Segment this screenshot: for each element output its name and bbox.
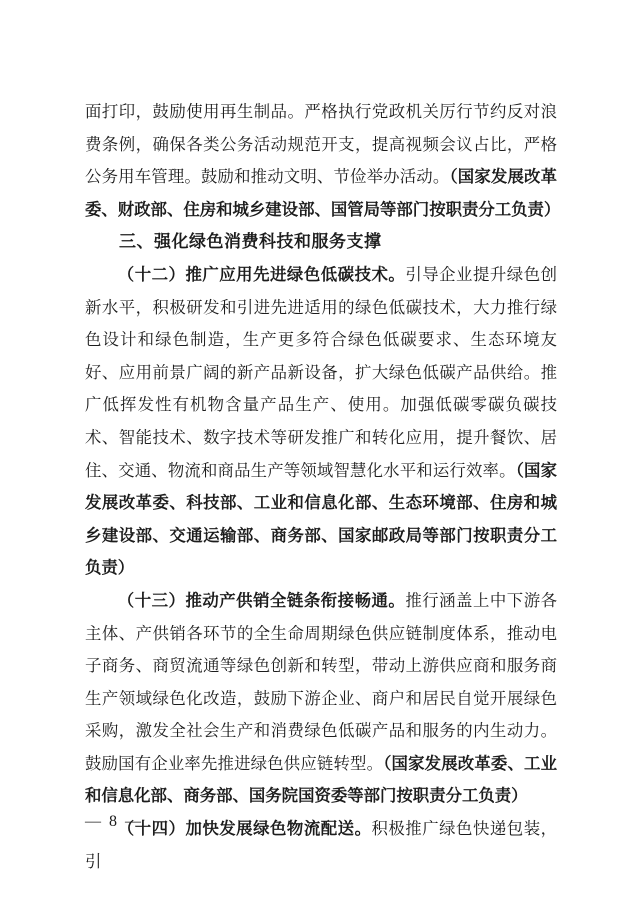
paragraph-item-12: [85, 259, 557, 585]
paragraph-lead-bold: （十三）推动产供销全链条衔接畅通。: [117, 590, 406, 610]
paragraph-lead-bold: （十二）推广应用先进绿色低碳技术。: [117, 264, 406, 284]
department-attribution: （国家发展改革委、科技部、工业和信息化部、生态环境部、住房和城乡建设部、交通运输部、商务部、国家邮政局等部门按职责分工负责）: [85, 460, 557, 578]
department-attribution: （国家发展改革委、财政部、住房和城乡建设部、国管局等部门按职责分工负责）: [85, 167, 561, 219]
paragraph-item-13: [85, 585, 557, 813]
paragraph-body-text: 推行涵盖上中下游各主体、产供销各环节的全生命周期绿色供应链制度体系，推动电子商务、商贸流通等绿色创新和转型，带动上游供应商和服务商生产领域绿色化改造，鼓励下游企业、商户和居民自觉开展绿色采购，激发全社会生产和消费绿色低碳产品和服务的内生动力。鼓励国有企业率先推进绿色供应链转型。: [85, 590, 558, 773]
paragraph-body-text: 引导企业提升绿色创新水平，积极研发和引进先进适用的绿色低碳技术，大力推行绿色设计和绿色制造，生产更多符合绿色低碳要求、生态环境友好、应用前景广阔的新产品新设备，扩大绿色低碳产品供给。推广低挥发性有机物含量产品生产、使用。加强低碳零碳负碳技术、智能技术、数字技术等研发推广和转化应用，提升餐饮、居住、交通、物流和商品生产等领域智慧化水平和运行效率。: [85, 264, 558, 480]
section-heading: 三、强化绿色消费科技和服务支撑: [119, 232, 382, 252]
paragraph-body-text: 面打印，鼓励使用再生制品。严格执行党政机关厉行节约反对浪费条例，确保各类公务活动规范开支，提高视频会议占比，严格公务用车管理。鼓励和推动文明、节俭举办活动。: [85, 102, 557, 187]
paragraph-item-14: [85, 813, 557, 878]
document-text-block: [85, 96, 561, 878]
page-number: — 8 —: [85, 813, 143, 830]
paragraph-lead-bold: （十四）加快发展绿色物流配送。: [117, 819, 372, 839]
department-attribution: （国家发展改革委、工业和信息化部、商务部、国务院国资委等部门按职责分工负责）: [85, 753, 557, 806]
paragraph-body-text: 积极推广绿色快递包装，引: [85, 819, 557, 871]
paragraph-continuation: [85, 96, 561, 226]
